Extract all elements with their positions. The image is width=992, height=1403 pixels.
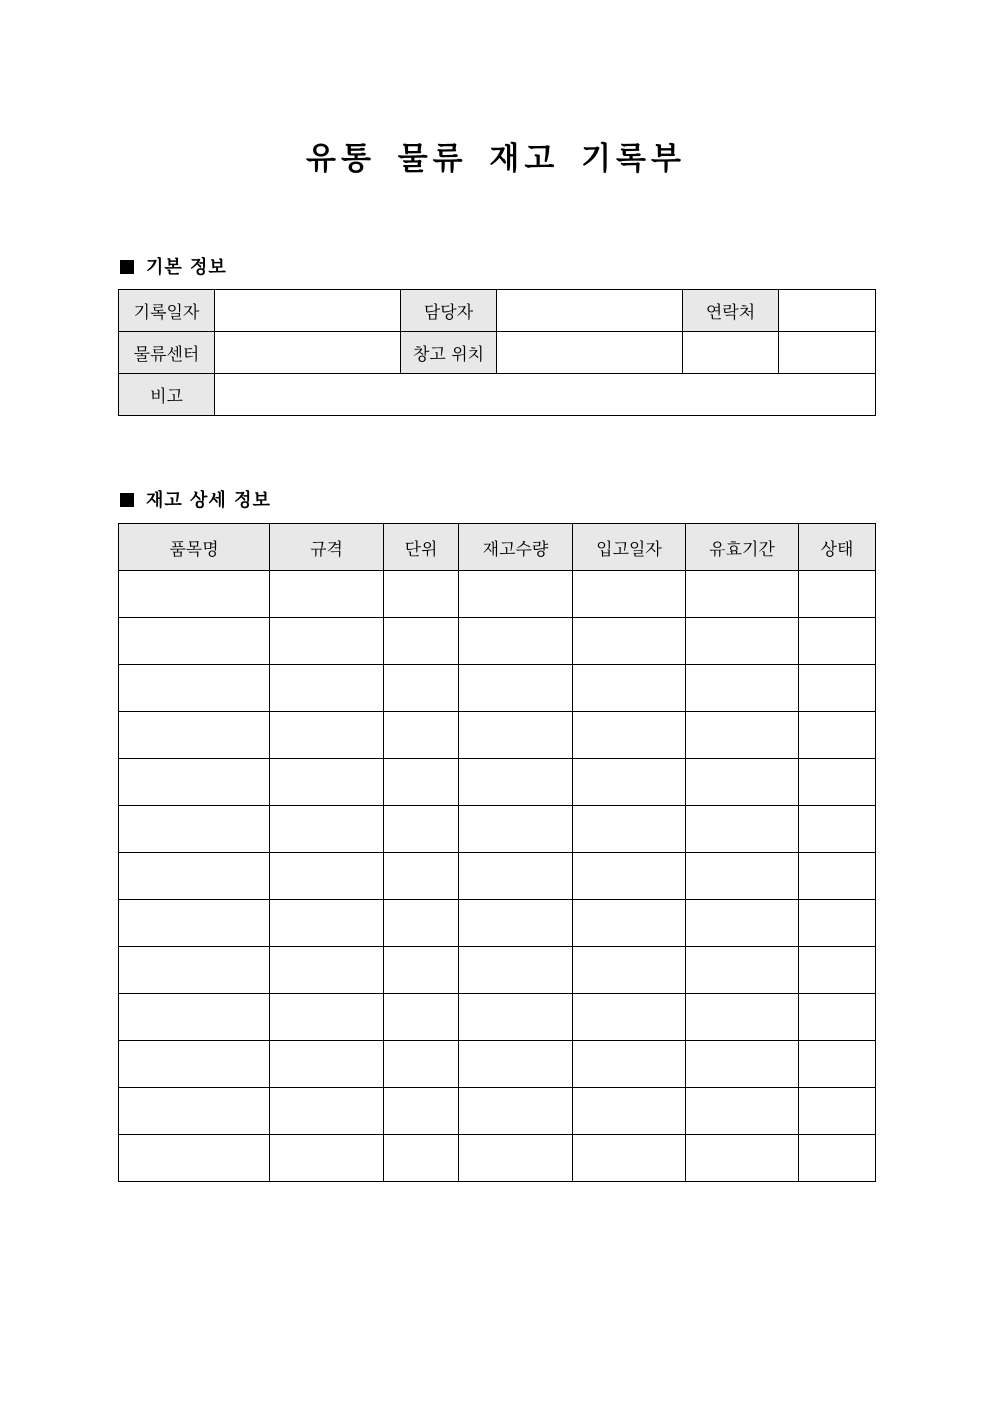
unit-cell[interactable] xyxy=(384,900,459,947)
table-row xyxy=(119,1135,876,1182)
spec-cell[interactable] xyxy=(270,853,384,900)
column-header-status: 상태 xyxy=(799,524,876,571)
contact-label: 연락처 xyxy=(683,290,779,332)
unit-cell[interactable] xyxy=(384,1041,459,1088)
table-row xyxy=(119,712,876,759)
quantity-cell[interactable] xyxy=(459,759,573,806)
received-date-cell[interactable] xyxy=(573,712,686,759)
basic-info-row xyxy=(119,290,876,332)
table-row xyxy=(119,665,876,712)
spec-cell[interactable] xyxy=(270,712,384,759)
quantity-cell[interactable] xyxy=(459,853,573,900)
column-header-spec: 규격 xyxy=(270,524,384,571)
quantity-cell[interactable] xyxy=(459,806,573,853)
record-date-label: 기록일자 xyxy=(119,290,215,332)
spec-cell[interactable] xyxy=(270,1135,384,1182)
unit-cell[interactable] xyxy=(384,947,459,994)
unit-cell[interactable] xyxy=(384,665,459,712)
spec-cell[interactable] xyxy=(270,900,384,947)
table-row xyxy=(119,1041,876,1088)
expiry-cell[interactable] xyxy=(686,1135,799,1182)
table-row xyxy=(119,900,876,947)
spec-cell[interactable] xyxy=(270,947,384,994)
item-name-cell[interactable] xyxy=(119,1088,270,1135)
unit-cell[interactable] xyxy=(384,994,459,1041)
stock-table-body xyxy=(119,571,876,1182)
column-header-item-name: 품목명 xyxy=(119,524,270,571)
basic-info-table xyxy=(118,289,876,416)
item-name-cell[interactable] xyxy=(119,571,270,618)
quantity-cell[interactable] xyxy=(459,665,573,712)
unit-cell[interactable] xyxy=(384,1088,459,1135)
basic-info-row xyxy=(119,332,876,374)
received-date-cell[interactable] xyxy=(573,1135,686,1182)
status-cell[interactable] xyxy=(799,712,876,759)
warehouse-location-label: 창고 위치 xyxy=(401,332,497,374)
logistics-center-label: 물류센터 xyxy=(119,332,215,374)
column-header-expiry: 유효기간 xyxy=(686,524,799,571)
basic-info-heading-text: 기본 정보 xyxy=(146,257,227,278)
table-row xyxy=(119,618,876,665)
spec-cell[interactable] xyxy=(270,571,384,618)
status-cell[interactable] xyxy=(799,665,876,712)
expiry-cell[interactable] xyxy=(686,900,799,947)
expiry-cell[interactable] xyxy=(686,1088,799,1135)
quantity-cell[interactable] xyxy=(459,947,573,994)
item-name-cell[interactable] xyxy=(119,665,270,712)
item-name-cell[interactable] xyxy=(119,712,270,759)
spec-cell[interactable] xyxy=(270,1088,384,1135)
expiry-cell[interactable] xyxy=(686,571,799,618)
status-cell[interactable] xyxy=(799,1088,876,1135)
column-header-quantity: 재고수량 xyxy=(459,524,573,571)
table-row xyxy=(119,806,876,853)
item-name-cell[interactable] xyxy=(119,1041,270,1088)
table-row xyxy=(119,759,876,806)
spec-cell[interactable] xyxy=(270,994,384,1041)
empty-cell[interactable] xyxy=(779,332,876,374)
black-square-icon xyxy=(120,260,134,274)
stock-detail-table xyxy=(118,523,876,1182)
stock-table-header-row xyxy=(119,524,876,571)
received-date-cell[interactable] xyxy=(573,759,686,806)
table-row xyxy=(119,994,876,1041)
spec-cell[interactable] xyxy=(270,665,384,712)
basic-info-heading xyxy=(120,253,227,279)
item-name-cell[interactable] xyxy=(119,900,270,947)
status-cell[interactable] xyxy=(799,759,876,806)
table-row xyxy=(119,853,876,900)
status-cell[interactable] xyxy=(799,947,876,994)
expiry-cell[interactable] xyxy=(686,712,799,759)
quantity-cell[interactable] xyxy=(459,712,573,759)
basic-info-row xyxy=(119,374,876,416)
table-row xyxy=(119,947,876,994)
status-cell[interactable] xyxy=(799,1041,876,1088)
received-date-cell[interactable] xyxy=(573,1088,686,1135)
contact-field[interactable] xyxy=(779,290,876,332)
received-date-cell[interactable] xyxy=(573,994,686,1041)
unit-cell[interactable] xyxy=(384,806,459,853)
quantity-cell[interactable] xyxy=(459,900,573,947)
remarks-label: 비고 xyxy=(119,374,215,416)
status-cell[interactable] xyxy=(799,618,876,665)
column-header-unit: 단위 xyxy=(384,524,459,571)
black-square-icon xyxy=(120,493,134,507)
expiry-cell[interactable] xyxy=(686,665,799,712)
spec-cell[interactable] xyxy=(270,806,384,853)
manager-field[interactable] xyxy=(497,290,683,332)
spec-cell[interactable] xyxy=(270,1041,384,1088)
document-title: 유통 물류 재고 기록부 xyxy=(306,141,686,177)
received-date-cell[interactable] xyxy=(573,618,686,665)
item-name-cell[interactable] xyxy=(119,1135,270,1182)
received-date-cell[interactable] xyxy=(573,665,686,712)
unit-cell[interactable] xyxy=(384,759,459,806)
unit-cell[interactable] xyxy=(384,618,459,665)
received-date-cell[interactable] xyxy=(573,806,686,853)
received-date-cell[interactable] xyxy=(573,571,686,618)
spec-cell[interactable] xyxy=(270,618,384,665)
expiry-cell[interactable] xyxy=(686,618,799,665)
stock-detail-heading-text: 재고 상세 정보 xyxy=(146,490,271,511)
expiry-cell[interactable] xyxy=(686,994,799,1041)
quantity-cell[interactable] xyxy=(459,618,573,665)
manager-label: 담당자 xyxy=(401,290,497,332)
record-date-field[interactable] xyxy=(215,290,401,332)
status-cell[interactable] xyxy=(799,1135,876,1182)
quantity-cell[interactable] xyxy=(459,1135,573,1182)
expiry-cell[interactable] xyxy=(686,1041,799,1088)
stock-detail-heading xyxy=(120,486,271,512)
logistics-center-field[interactable] xyxy=(215,332,401,374)
status-cell[interactable] xyxy=(799,853,876,900)
received-date-cell[interactable] xyxy=(573,1041,686,1088)
item-name-cell[interactable] xyxy=(119,806,270,853)
remarks-field[interactable] xyxy=(215,374,876,416)
table-row xyxy=(119,571,876,618)
unit-cell[interactable] xyxy=(384,712,459,759)
spec-cell[interactable] xyxy=(270,759,384,806)
received-date-cell[interactable] xyxy=(573,947,686,994)
quantity-cell[interactable] xyxy=(459,1088,573,1135)
quantity-cell[interactable] xyxy=(459,994,573,1041)
unit-cell[interactable] xyxy=(384,571,459,618)
status-cell[interactable] xyxy=(799,806,876,853)
received-date-cell[interactable] xyxy=(573,853,686,900)
unit-cell[interactable] xyxy=(384,853,459,900)
quantity-cell[interactable] xyxy=(459,571,573,618)
status-cell[interactable] xyxy=(799,994,876,1041)
column-header-received-date: 입고일자 xyxy=(573,524,686,571)
received-date-cell[interactable] xyxy=(573,900,686,947)
item-name-cell[interactable] xyxy=(119,947,270,994)
warehouse-location-field[interactable] xyxy=(497,332,683,374)
status-cell[interactable] xyxy=(799,571,876,618)
quantity-cell[interactable] xyxy=(459,1041,573,1088)
item-name-cell[interactable] xyxy=(119,994,270,1041)
expiry-cell[interactable] xyxy=(686,759,799,806)
unit-cell[interactable] xyxy=(384,1135,459,1182)
item-name-cell[interactable] xyxy=(119,759,270,806)
expiry-cell[interactable] xyxy=(686,806,799,853)
expiry-cell[interactable] xyxy=(686,947,799,994)
status-cell[interactable] xyxy=(799,900,876,947)
empty-cell[interactable] xyxy=(683,332,779,374)
table-row xyxy=(119,1088,876,1135)
expiry-cell[interactable] xyxy=(686,853,799,900)
item-name-cell[interactable] xyxy=(119,853,270,900)
item-name-cell[interactable] xyxy=(119,618,270,665)
